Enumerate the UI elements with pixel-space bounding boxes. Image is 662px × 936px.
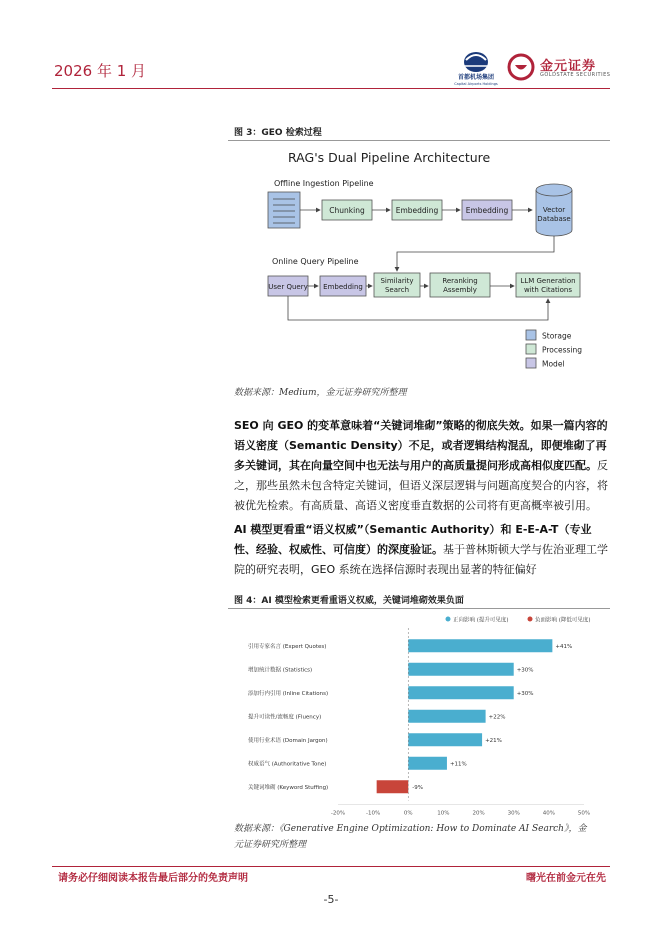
- legend-label: Processing: [542, 345, 583, 355]
- x-tick-label: -20%: [330, 810, 346, 817]
- offline-node-label: Chunking: [329, 206, 365, 215]
- x-tick-label: 50%: [577, 810, 591, 817]
- category-label: 提升可读性/流畅度 (Fluency): [248, 714, 322, 721]
- diagram-title: RAG's Dual Pipeline Architecture: [288, 150, 491, 165]
- vector-db-label: Vector: [542, 206, 566, 214]
- logo-left-cn: 首都机场集团: [457, 74, 495, 81]
- online-node-label: Reranking: [442, 277, 478, 285]
- figure3-caption: 图 3：GEO 检索过程: [234, 128, 322, 138]
- report-date: 2026 年 1 月: [54, 62, 147, 80]
- capital-airports-logo: [452, 48, 500, 88]
- data-label: +21%: [485, 737, 502, 744]
- query-loop-arrow: [288, 296, 548, 320]
- vector-db-label: Database: [537, 215, 571, 223]
- category-label: 权威语气 (Authoritative Tone): [248, 761, 327, 768]
- page-number: -5-: [323, 893, 339, 906]
- online-node-label: LLM Generation: [520, 277, 576, 285]
- bar: [408, 733, 482, 746]
- x-tick-label: 0%: [403, 810, 413, 817]
- x-tick-label: 30%: [507, 810, 520, 817]
- category-label: 添加行内引用 (Inline Citations): [248, 690, 329, 697]
- figure4-source-line2: 元证券研究所整理: [234, 840, 307, 850]
- online-pipeline-label: Online Query Pipeline: [272, 257, 359, 266]
- chart-legend-label: 负面影响 (降低可见度): [535, 617, 591, 624]
- online-node-label: User Query: [268, 283, 308, 291]
- db-to-search-arrow: [397, 236, 554, 271]
- paragraph2-normal: 基于普林斯顿大学与佐治亚理工学院的研究表明，GEO 系统在选择信源时表现出显著的特征偏好: [234, 543, 608, 576]
- figure4-top-rule: [228, 608, 610, 609]
- data-label: +30%: [516, 667, 534, 674]
- footer-disclaimer: 请务必仔细阅读本报告最后部分的免责声明: [58, 873, 248, 884]
- footer-divider: [52, 866, 610, 867]
- figure3-top-rule: [228, 140, 610, 141]
- chart-legend-label: 正向影响 (提升可见度): [453, 617, 509, 624]
- bar: [408, 663, 513, 676]
- x-tick-label: -10%: [366, 810, 381, 817]
- bar: [408, 686, 513, 699]
- legend-label: Model: [542, 359, 565, 369]
- bar: [408, 710, 485, 723]
- footer-slogan: 曙光在前金元在先: [526, 873, 606, 884]
- logo-right-cn: 金元证券: [540, 59, 597, 74]
- data-label: +30%: [516, 690, 534, 697]
- paragraph-semantic-density: [234, 416, 612, 516]
- x-tick-label: 20%: [472, 810, 485, 817]
- data-label: -9%: [412, 784, 424, 791]
- logo-left-en: Capital Airports Holdings: [454, 82, 498, 86]
- x-tick-label: 10%: [437, 810, 450, 817]
- goldstate-logo-icon: [506, 52, 536, 82]
- offline-pipeline-label: Offline Ingestion Pipeline: [274, 179, 374, 188]
- geo-effect-bar-chart: [228, 610, 610, 817]
- x-tick-label: 40%: [542, 810, 555, 817]
- category-label: 引用专家名言 (Expert Quotes): [248, 643, 327, 650]
- online-node-label: Similarity: [380, 277, 414, 285]
- category-label: 使用行业术语 (Domain Jargon): [248, 737, 328, 744]
- figure4-caption: 图 4：AI 模型检索更看重语义权威，关键词堆砌效果负面: [234, 596, 464, 606]
- legend-label: Storage: [542, 331, 572, 341]
- legend-swatch: [526, 358, 536, 368]
- paragraph-semantic-authority: [234, 520, 612, 580]
- paragraph2-bold: AI 模型更看重“语义权威”（Semantic Authority）和 E-E-A-T（专业性、经验、权威性、可信度）的深度验证。: [234, 523, 592, 556]
- bar: [377, 780, 409, 793]
- logo-right-en: GOLDSTATE SECURITIES: [540, 72, 611, 78]
- rag-pipeline-diagram: [258, 142, 598, 376]
- offline-node-label: Embedding: [465, 206, 509, 215]
- figure3-source: 数据来源：Medium，金元证券研究所整理: [234, 388, 407, 398]
- bar: [408, 757, 447, 770]
- bar: [408, 639, 552, 652]
- data-label: +22%: [488, 714, 506, 721]
- legend-swatch: [526, 330, 536, 340]
- legend-swatch: [526, 344, 536, 354]
- category-label: 增加统计数据 (Statistics): [248, 667, 313, 674]
- online-node-label: with Citations: [524, 286, 572, 294]
- online-node-label: Search: [384, 286, 410, 294]
- online-node-label: Embedding: [323, 283, 363, 291]
- category-label: 关键词堆砌 (Keyword Stuffing): [248, 784, 329, 791]
- offline-node-label: Embedding: [395, 206, 439, 215]
- data-label: +41%: [555, 643, 573, 650]
- online-node-label: Assembly: [443, 286, 477, 294]
- figure4-source-line1: 数据来源：《Generative Engine Optimization: How to Dominate AI Search》，金: [234, 824, 587, 834]
- chart-legend-dot: [528, 617, 533, 622]
- data-label: +11%: [449, 761, 467, 768]
- header-divider: [52, 88, 610, 89]
- paragraph1-bold: SEO 向 GEO 的变革意味着“关键词堆砌”策略的彻底失效。如果一篇内容的语义密度（Semantic Density）不足，或者逻辑结构混乱，即便堆砌了再多关键词，其在向量空间中也无法与用户的高质量提问形成高相似度匹配。: [234, 419, 608, 472]
- chart-legend-dot: [446, 617, 451, 622]
- document-icon: [268, 192, 300, 228]
- paragraph1-normal: 反之，那些虽然未包含特定关键词，但语义深层逻辑与问题高度契合的内容，将被优先检索。有高质量、高语义密度垂直数据的公司将有更高概率被引用。: [234, 459, 608, 512]
